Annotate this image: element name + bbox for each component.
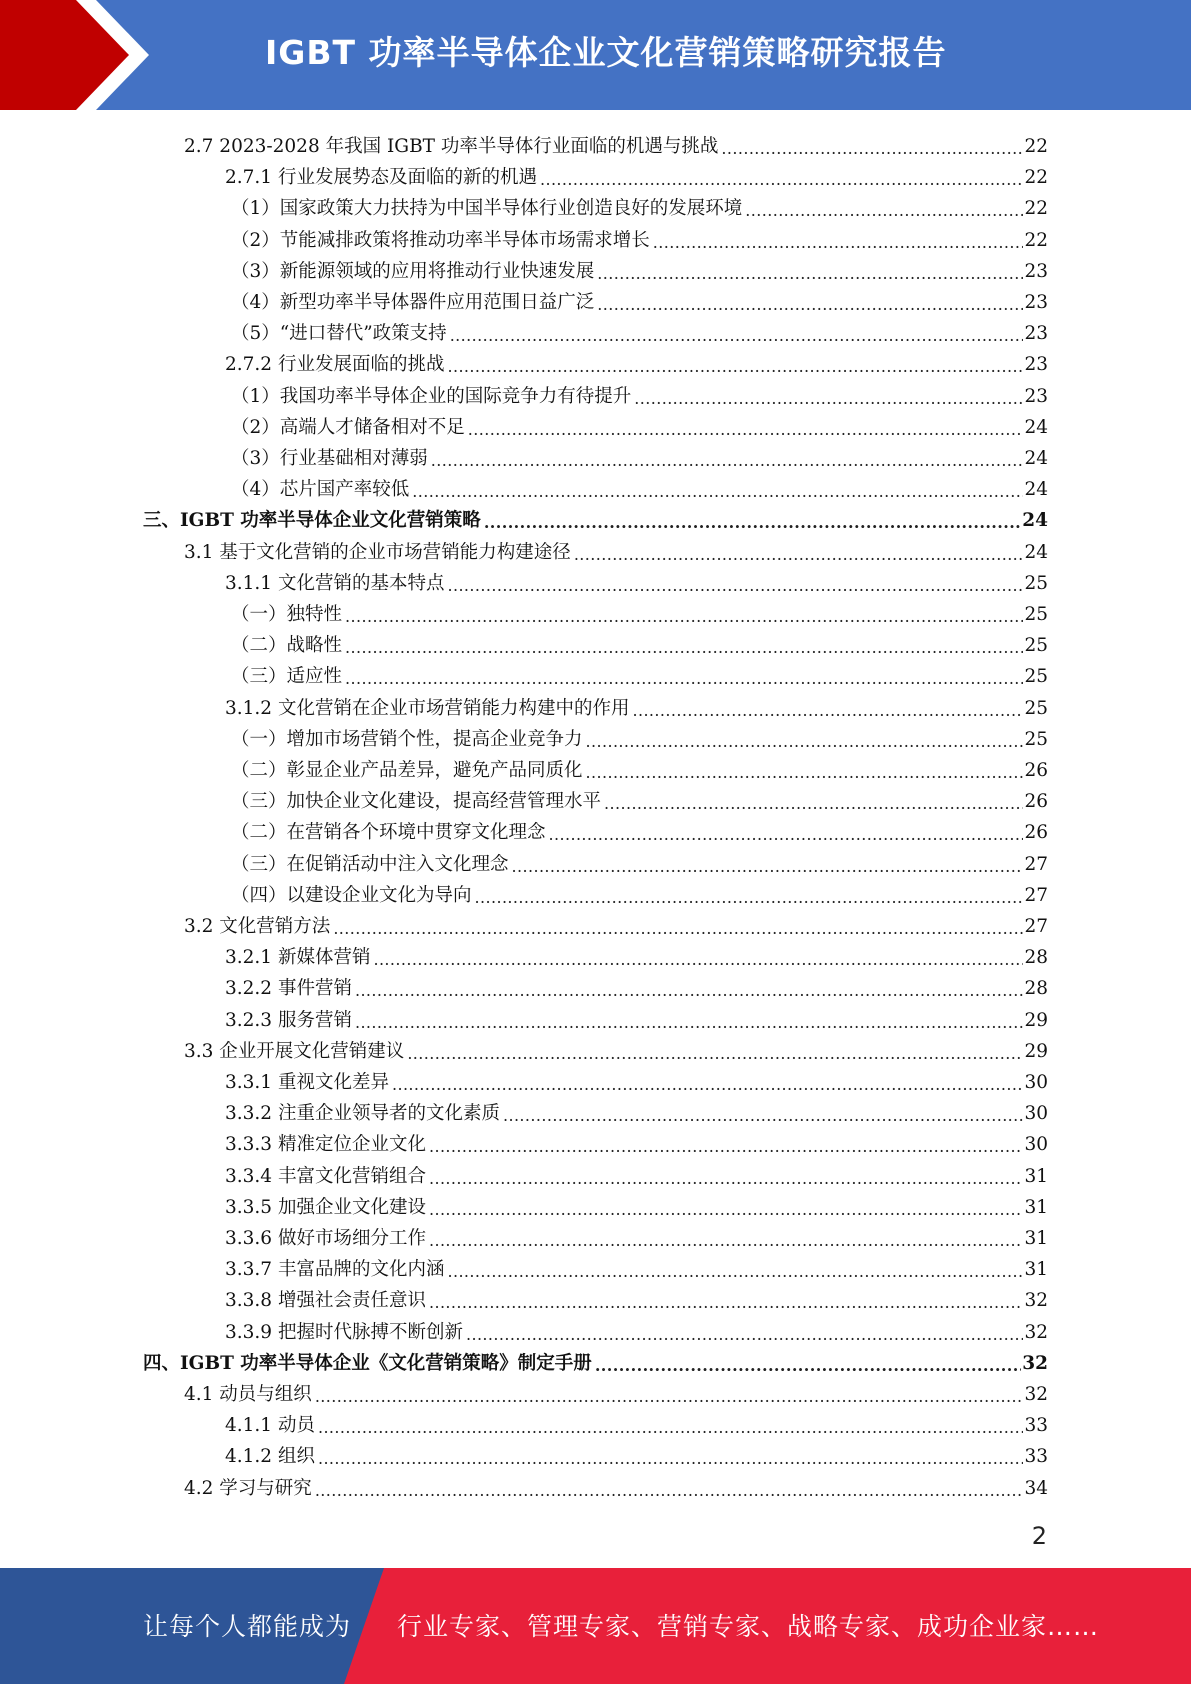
chevron-arrow-icon [0,0,160,110]
toc-entry-title: （三）在促销活动中注入文化理念 [231,853,509,875]
toc-entry-title: 3.3.8 增强社会责任意识 [225,1290,426,1312]
toc-entry[interactable] [225,1251,1048,1282]
toc-entry-page: 29 [1024,1040,1048,1062]
toc-entry[interactable] [231,658,1048,689]
toc-entry-page: 25 [1024,666,1048,688]
toc-entry-page: 26 [1024,822,1048,844]
toc-dot-leader [345,603,1023,627]
toc-entry-page: 22 [1024,167,1048,189]
toc-entry[interactable] [225,1064,1048,1095]
toc-entry[interactable] [225,939,1048,970]
toc-entry-title: （四）以建设企业文化为导向 [231,884,472,906]
toc-entry-page: 23 [1024,385,1048,407]
toc-entry-page: 30 [1024,1072,1048,1093]
toc-entry-title: 2.7.1 行业发展势态及面临的新的机遇 [225,167,537,189]
toc-dot-leader [586,759,1024,783]
toc-entry-page: 25 [1024,697,1048,719]
toc-dot-leader [632,697,1023,721]
toc-entry-title: （二）战略性 [231,635,343,657]
page-header [0,0,1191,110]
toc-entry-title: （二）在营销各个环境中贯穿文化理念 [231,822,546,844]
toc-entry-page: 24 [1024,479,1048,501]
toc-entry[interactable] [225,1220,1048,1251]
toc-entry[interactable] [231,596,1048,627]
toc-dot-leader [315,1477,1024,1501]
toc-entry-page: 29 [1024,1009,1048,1031]
toc-entry-page: 24 [1022,510,1048,532]
toc-dot-leader [745,197,1023,221]
toc-entry[interactable] [184,908,1048,939]
toc-dot-leader [634,385,1023,409]
toc-entry-page: 22 [1024,229,1048,251]
toc-entry-page: 31 [1024,1259,1048,1281]
toc-entry[interactable] [184,1376,1048,1407]
toc-entry-page: 23 [1024,292,1048,313]
toc-entry-page: 34 [1024,1477,1048,1499]
toc-entry[interactable] [231,846,1048,877]
toc-entry-page: 32 [1024,1384,1048,1405]
toc-dot-leader [586,728,1024,752]
toc-entry-page: 30 [1024,1103,1048,1125]
toc-entry-title: 三、IGBT 功率半导体企业文化营销策略 [143,510,481,532]
toc-entry-page: 31 [1024,1228,1048,1249]
toc-entry-title: 四、IGBT 功率半导体企业《文化营销策略》制定手册 [143,1352,592,1374]
toc-dot-leader [549,821,1024,845]
toc-entry-page: 24 [1024,541,1048,563]
toc-dot-leader [604,790,1023,814]
toc-entry-page: 25 [1024,635,1048,657]
toc-entry-title: （二）彰显企业产品差异，避免产品同质化 [231,760,583,781]
toc-entry-page: 30 [1024,1134,1048,1156]
toc-entry-title: （2）节能减排政策将推动功率半导体市场需求增长 [231,229,650,251]
toc-entry-page: 23 [1024,260,1048,282]
toc-entry-title: 3.2.2 事件营销 [225,978,352,1000]
toc-dot-leader [447,1258,1023,1282]
toc-entry-page: 32 [1022,1352,1048,1374]
toc-entry[interactable] [225,1407,1048,1438]
toc-entry[interactable] [225,1126,1048,1157]
toc-dot-leader [597,260,1023,284]
toc-dot-leader [450,322,1024,346]
toc-entry-title: （3）新能源领域的应用将推动行业快速发展 [231,260,595,282]
toc-dot-leader [429,1165,1023,1189]
toc-entry[interactable] [231,752,1048,783]
toc-entry[interactable] [231,783,1048,814]
toc-dot-leader [540,166,1023,190]
toc-entry-title: （3）行业基础相对薄弱 [231,448,428,469]
page-number: 2 [1031,1522,1047,1550]
toc-entry[interactable] [231,253,1048,284]
toc-entry-title: 4.1.1 动员 [225,1415,315,1437]
toc-entry[interactable] [231,627,1048,658]
toc-entry-title: 3.1 基于文化营销的企业市场营销能力构建途径 [184,541,571,563]
toc-entry[interactable] [231,471,1048,502]
toc-entry-title: 3.3 企业开展文化营销建议 [184,1040,405,1062]
toc-entry-page: 28 [1024,947,1048,969]
toc-entry-title: 4.2 学习与研究 [184,1477,312,1499]
toc-entry-page: 26 [1024,791,1048,813]
toc-dot-leader [484,509,1021,533]
toc-entry-title: 3.3.5 加强企业文化建设 [225,1196,426,1218]
toc-entry-page: 25 [1024,572,1048,594]
toc-entry-title: 3.3.4 丰富文化营销组合 [225,1165,426,1187]
toc-entry[interactable] [231,222,1048,253]
toc-entry-page: 27 [1024,916,1048,937]
toc-entry-page: 26 [1024,760,1048,781]
toc-dot-leader [468,416,1024,440]
toc-entry[interactable] [225,1158,1048,1189]
toc-entry-title: （三）适应性 [231,666,343,688]
toc-entry[interactable] [225,1438,1048,1469]
toc-entry-title: 3.3.2 注重企业领导者的文化素质 [225,1103,500,1125]
toc-dot-leader [345,634,1023,658]
toc-dot-leader [392,1071,1023,1095]
toc-entry-title: （1）国家政策大力扶持为中国半导体行业创造良好的发展环境 [231,198,743,220]
toc-entry[interactable] [184,534,1048,565]
toc-entry[interactable] [143,502,1048,533]
toc-dot-leader [429,1133,1023,1157]
toc-dot-leader [355,977,1024,1001]
toc-entry-page: 24 [1024,448,1048,469]
toc-entry[interactable] [231,721,1048,752]
toc-dot-leader [373,946,1023,970]
toc-entry[interactable] [184,128,1048,159]
toc-entry-page: 28 [1024,978,1048,1000]
toc-entry-page: 27 [1024,884,1048,906]
toc-entry-page: 27 [1024,853,1048,875]
toc-entry-page: 25 [1024,604,1048,625]
toc-entry-title: （4）新型功率半导体器件应用范围日益广泛 [231,292,595,313]
toc-dot-leader [721,135,1023,159]
toc-entry-page: 31 [1024,1196,1048,1218]
toc-entry[interactable] [225,1282,1048,1313]
toc-entry[interactable] [225,1189,1048,1220]
toc-entry-title: 3.2.1 新媒体营销 [225,947,371,969]
toc-entry-title: （2）高端人才储备相对不足 [231,416,465,438]
toc-dot-leader [315,1383,1024,1407]
toc-entry-page: 32 [1024,1321,1048,1343]
toc-dot-leader [318,1414,1024,1438]
footer-slogan-right: 行业专家、管理专家、营销专家、战略专家、成功企业家…… [397,1612,1100,1641]
toc-entry-page: 22 [1024,136,1048,157]
footer-slogan-left: 让每个人都能成为 [143,1612,352,1641]
toc-entry-title: 2.7 2023-2028 年我国 IGBT 功率半导体行业面临的机遇与挑战 [184,136,719,157]
toc-entry-page: 33 [1024,1415,1048,1437]
toc-dot-leader [595,1352,1021,1376]
toc-entry[interactable] [225,159,1048,190]
toc-entry-title: 3.3.3 精准定位企业文化 [225,1134,426,1156]
toc-dot-leader [345,665,1023,689]
toc-entry[interactable] [225,1314,1048,1345]
toc-entry-title: （4）芯片国产率较低 [231,479,410,501]
toc-entry-title: 4.1.2 组织 [225,1446,315,1468]
toc-dot-leader [512,853,1024,877]
toc-entry-title: （一）独特性 [231,604,343,625]
toc-entry-title: 3.3.7 丰富品牌的文化内涵 [225,1259,445,1281]
toc-entry-page: 23 [1024,354,1048,376]
toc-entry[interactable] [231,814,1048,845]
toc-dot-leader [429,1289,1023,1313]
toc-entry[interactable] [225,346,1048,377]
toc-entry-title: 3.3.9 把握时代脉搏不断创新 [225,1321,463,1343]
toc-entry-page: 24 [1024,416,1048,438]
toc-entry-page: 22 [1024,198,1048,220]
toc-entry-title: 2.7.2 行业发展面临的挑战 [225,354,445,376]
toc-dot-leader [333,915,1023,939]
page-footer [0,1568,1191,1684]
toc-entry-title: 3.3.6 做好市场细分工作 [225,1228,426,1249]
toc-entry[interactable] [231,190,1048,221]
toc-entry-page: 25 [1024,728,1048,750]
toc-entry[interactable] [231,409,1048,440]
toc-dot-leader [431,447,1024,471]
toc-entry-title: 4.1 动员与组织 [184,1384,312,1405]
toc-dot-leader [447,572,1023,596]
toc-dot-leader [429,1196,1023,1220]
toc-entry[interactable] [184,1033,1048,1064]
toc-entry-title: 3.1.2 文化营销在企业市场营销能力构建中的作用 [225,697,630,719]
toc-entry[interactable] [231,440,1048,471]
toc-entry[interactable] [231,315,1048,346]
toc-entry-title: 3.1.1 文化营销的基本特点 [225,572,445,594]
toc-entry[interactable] [225,565,1048,596]
toc-dot-leader [475,884,1024,908]
toc-dot-leader [653,229,1024,253]
toc-entry[interactable] [225,1002,1048,1033]
toc-entry-page: 32 [1024,1290,1048,1312]
toc-dot-leader [503,1102,1023,1126]
toc-entry-title: （5）“进口替代”政策支持 [231,323,447,345]
toc-dot-leader [407,1040,1023,1064]
toc-dot-leader [447,353,1023,377]
toc-entry[interactable] [184,1470,1048,1501]
toc-entry[interactable] [225,970,1048,1001]
toc-entry-page: 31 [1024,1165,1048,1187]
toc-entry[interactable] [225,690,1048,721]
toc-entry[interactable] [231,378,1048,409]
toc-entry[interactable] [143,1345,1048,1376]
toc-dot-leader [429,1227,1023,1251]
toc-entry-title: （1）我国功率半导体企业的国际竞争力有待提升 [231,385,632,407]
toc-entry-page: 23 [1024,323,1048,345]
toc-dot-leader [412,478,1023,502]
toc-entry[interactable] [231,284,1048,315]
toc-entry[interactable] [231,877,1048,908]
toc-entry-title: 3.2 文化营销方法 [184,916,331,937]
report-title: IGBT 功率半导体企业文化营销策略研究报告 [265,33,947,72]
toc-entry-title: 3.3.1 重视文化差异 [225,1072,389,1093]
toc-entry[interactable] [225,1095,1048,1126]
toc-entry-page: 33 [1024,1446,1048,1468]
toc-entry-title: （三）加快企业文化建设，提高经营管理水平 [231,791,602,813]
toc-entry-title: （一）增加市场营销个性，提高企业竞争力 [231,728,583,750]
toc-entry-title: 3.2.3 服务营销 [225,1009,352,1031]
toc-dot-leader [574,541,1024,565]
toc-dot-leader [466,1321,1023,1345]
toc-dot-leader [355,1009,1024,1033]
toc-dot-leader [597,291,1023,315]
toc-dot-leader [318,1445,1024,1469]
